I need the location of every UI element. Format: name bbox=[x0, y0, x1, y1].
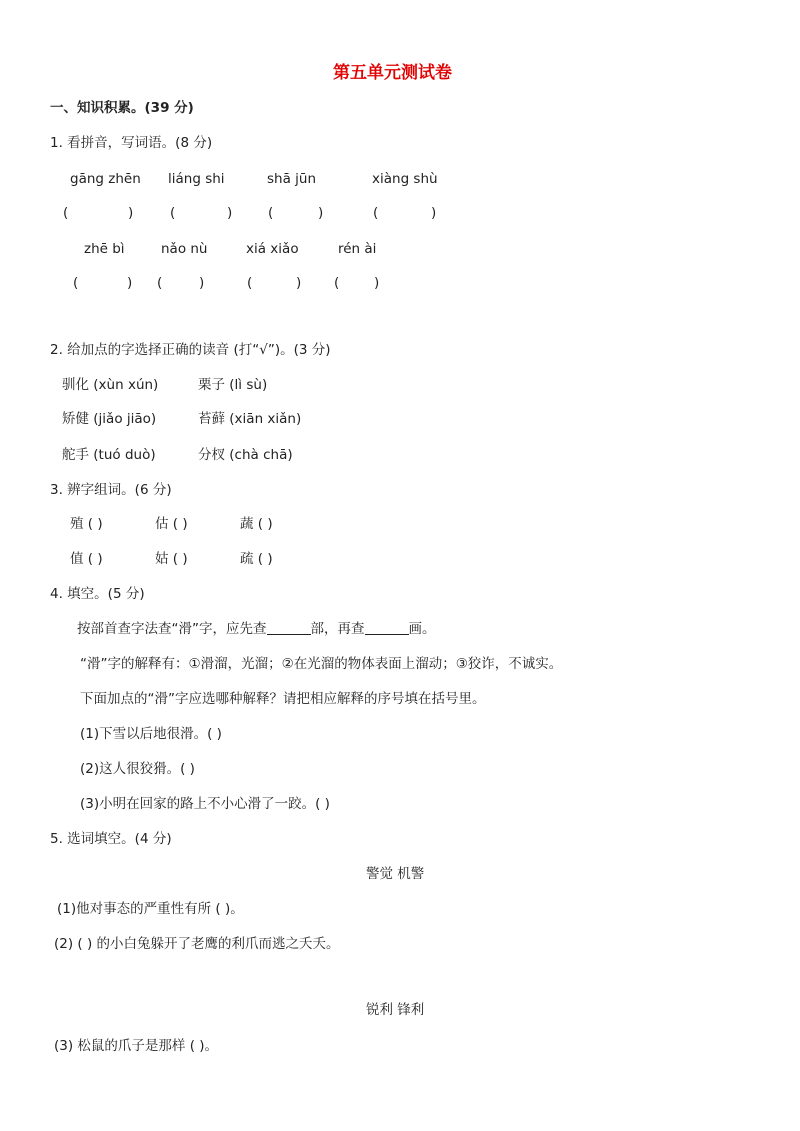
sub-question: (3) 松鼠的爪子是那样 ( )。 bbox=[54, 1038, 219, 1054]
question-2-heading: 2. 给加点的字选择正确的读音 (打“√”)。(3 分) bbox=[50, 342, 331, 358]
question-5-heading: 5. 选词填空。(4 分) bbox=[50, 831, 172, 847]
answer-bracket: ( bbox=[373, 205, 379, 221]
answer-bracket: ( bbox=[334, 275, 340, 291]
pinyin-item: zhē bì bbox=[84, 241, 125, 257]
instruction-line: 下面加点的“滑”字应选哪种解释？请把相应解释的序号填在括号里。 bbox=[80, 691, 486, 707]
pinyin-item: liáng shi bbox=[168, 171, 225, 187]
sub-question: (1)他对事态的严重性有所 ( )。 bbox=[57, 901, 244, 917]
sub-question: (2)这人很狡猾。( ) bbox=[80, 761, 195, 777]
fill-blank-line bbox=[77, 620, 436, 638]
word-group-item: 估 ( ) bbox=[155, 516, 188, 532]
question-1-heading: 1. 看拼音，写词语。(8 分) bbox=[50, 135, 213, 151]
reading-choice: 栗子 (lì sù) bbox=[198, 377, 268, 393]
pinyin-item: xiá xiǎo bbox=[246, 241, 299, 257]
pinyin-item: shā jūn bbox=[267, 171, 317, 187]
reading-choice: 矫健 (jiǎo jiāo) bbox=[62, 411, 157, 427]
reading-choice: 苔藓 (xiān xiǎn) bbox=[198, 411, 302, 427]
answer-bracket: ) bbox=[199, 275, 205, 291]
section-heading-1: 一、知识积累。(39 分) bbox=[50, 100, 194, 116]
answer-bracket: ) bbox=[318, 205, 324, 221]
answer-bracket: ( bbox=[268, 205, 274, 221]
answer-bracket: ( bbox=[63, 205, 69, 221]
page-title: 第五单元测试卷 bbox=[333, 63, 452, 83]
reading-choice: 分杈 (chà chā) bbox=[198, 447, 293, 463]
answer-bracket: ) bbox=[374, 275, 380, 291]
fill-blank-text: 部，再查 bbox=[310, 621, 365, 637]
pinyin-item: rén ài bbox=[338, 241, 377, 257]
word-group-item: 殖 ( ) bbox=[70, 516, 103, 532]
reading-choice: 舵手 (tuó duò) bbox=[62, 447, 156, 463]
word-group-item: 疏 ( ) bbox=[240, 551, 273, 567]
answer-blank bbox=[267, 620, 311, 635]
pinyin-item: xiàng shù bbox=[372, 171, 438, 187]
word-pair: 警觉 机警 bbox=[366, 866, 425, 882]
word-group-item: 蔬 ( ) bbox=[240, 516, 273, 532]
definition-line: “滑”字的解释有：①滑溜，光溜；②在光溜的物体表面上溜动；③狡诈，不诚实。 bbox=[80, 656, 563, 672]
word-pair: 锐利 锋利 bbox=[366, 1002, 425, 1018]
word-group-item: 姑 ( ) bbox=[155, 551, 188, 567]
sub-question: (2) ( ) 的小白兔躲开了老鹰的利爪而逃之夭夭。 bbox=[54, 936, 340, 952]
question-4-heading: 4. 填空。(5 分) bbox=[50, 586, 145, 602]
answer-bracket: ) bbox=[227, 205, 233, 221]
answer-bracket: ( bbox=[73, 275, 79, 291]
fill-blank-text: 按部首查字法查“滑”字，应先查 bbox=[77, 621, 267, 637]
answer-bracket: ) bbox=[127, 275, 133, 291]
reading-choice: 驯化 (xùn xún) bbox=[62, 377, 159, 393]
answer-blank bbox=[365, 620, 409, 635]
answer-bracket: ( bbox=[170, 205, 176, 221]
answer-bracket: ) bbox=[296, 275, 302, 291]
fill-blank-text: 画。 bbox=[408, 621, 436, 637]
pinyin-item: nǎo nù bbox=[161, 241, 208, 257]
answer-bracket: ( bbox=[247, 275, 253, 291]
sub-question: (1)下雪以后地很滑。( ) bbox=[80, 726, 222, 742]
sub-question: (3)小明在回家的路上不小心滑了一跤。( ) bbox=[80, 796, 330, 812]
word-group-item: 值 ( ) bbox=[70, 551, 103, 567]
answer-bracket: ) bbox=[128, 205, 134, 221]
answer-bracket: ( bbox=[157, 275, 163, 291]
answer-bracket: ) bbox=[431, 205, 437, 221]
question-3-heading: 3. 辨字组词。(6 分) bbox=[50, 482, 172, 498]
pinyin-item: gāng zhēn bbox=[70, 171, 141, 187]
